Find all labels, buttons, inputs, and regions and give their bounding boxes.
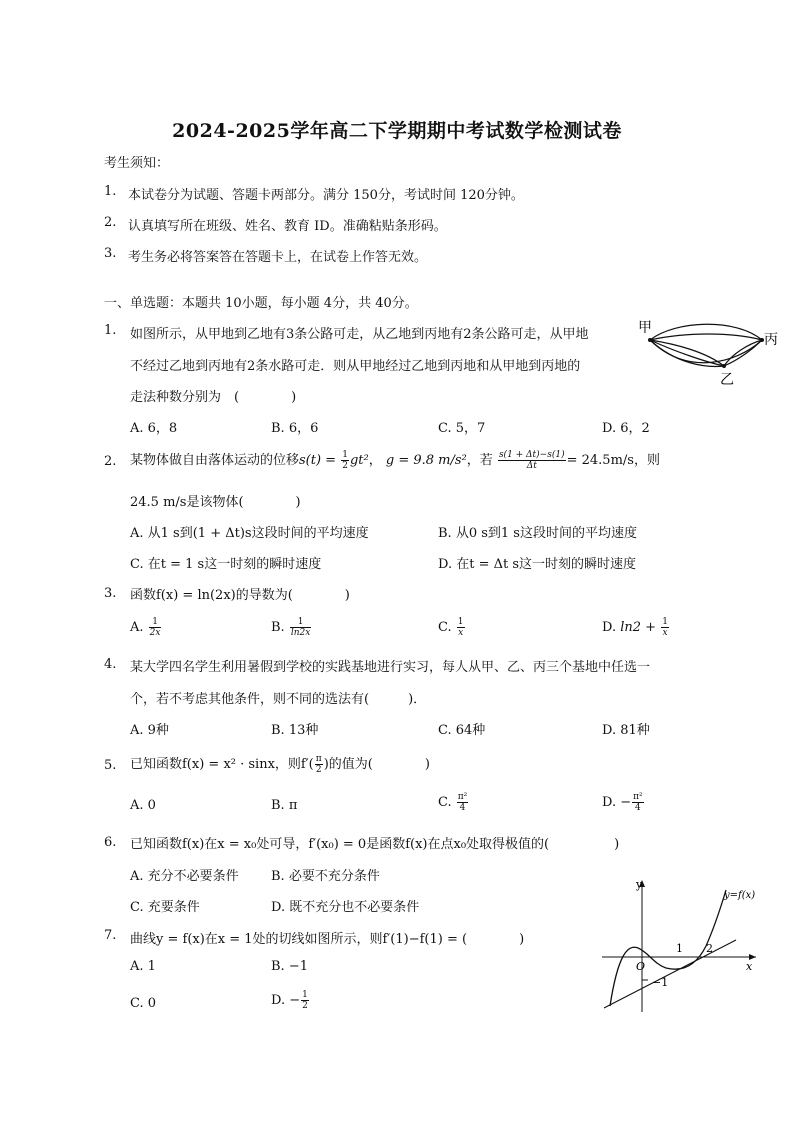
notice-item-text: 本试卷分为试题、答题卡两部分。满分 150分，考试时间 120分钟。 <box>128 188 524 203</box>
math-expr: g = 9.8 m/s² <box>385 453 467 468</box>
numerator: s(1 + Δt)−s(1) <box>498 450 565 460</box>
option-d: D. 在t = Δt s这一时刻的瞬时速度 <box>438 557 637 572</box>
option-d <box>602 792 645 813</box>
stem-text: 已知函数f(x) = x² · sinx，则f′( <box>130 757 314 772</box>
numerator: π² <box>457 792 468 802</box>
option-d <box>271 990 310 1011</box>
option-b <box>271 617 312 638</box>
denominator: x <box>458 628 464 638</box>
fraction <box>341 450 349 471</box>
tick-label: −1 <box>652 976 669 989</box>
question-number: 1. <box>104 323 117 338</box>
option-c: C. 64种 <box>438 723 486 738</box>
question-stem: 已知函数f(x)在x = x₀处可导，f′(x₀) = 0是函数f(x)在点x₀处取得极值的( ) <box>130 837 620 852</box>
question-stem: 如图所示，从甲地到乙地有3条公路可走，从乙地到丙地有2条公路可走，从甲地 <box>130 327 589 342</box>
option-c: C. 5，7 <box>438 421 486 436</box>
option-c <box>438 617 466 638</box>
question-number: 5. <box>104 758 117 773</box>
stem-text: ，若 <box>466 453 493 468</box>
denominator: Δt <box>526 461 537 471</box>
node-label: 乙 <box>720 372 734 388</box>
node-label: 甲 <box>638 320 652 336</box>
option-b: B. 从0 s到1 s这段时间的平均速度 <box>438 526 637 541</box>
section-heading: 一、单选题：本题共 10小题，每小题 4分，共 40分。 <box>104 296 418 311</box>
denominator: 2 <box>342 461 348 471</box>
x-axis-label: x <box>746 960 753 973</box>
denominator: 2x <box>149 628 161 638</box>
y-axis-label: y <box>636 878 643 891</box>
option-a: A. 9种 <box>130 723 169 738</box>
notice-item-text: 认真填写所在班级、姓名、教育 ID。准确粘贴条形码。 <box>128 219 447 234</box>
denominator: x <box>662 628 668 638</box>
numerator: 1 <box>342 450 348 460</box>
option-label: D. <box>602 795 617 810</box>
option-label: C. <box>438 620 452 635</box>
math-expr: = 24.5m/s <box>566 453 634 468</box>
origin-label: O <box>636 960 646 973</box>
option-d: D. 81种 <box>602 723 650 738</box>
node-label: 丙 <box>764 332 778 348</box>
question-stem: 走法种数分别为 ( ) <box>130 390 297 405</box>
option-d <box>602 617 670 638</box>
math-expr: − <box>620 795 632 810</box>
numerator: 1 <box>457 617 464 627</box>
numerator: 1 <box>149 617 162 628</box>
option-a: A. 充分不必要条件 <box>130 869 239 884</box>
route-diagram <box>636 316 786 388</box>
option-a <box>130 617 162 638</box>
math-expr: s(t) = <box>299 453 337 468</box>
denominator: 4 <box>459 803 466 813</box>
option-d: D. 6，2 <box>602 421 650 436</box>
numerator: π² <box>633 792 643 802</box>
option-a: A. 6，8 <box>130 421 178 436</box>
option-c <box>438 792 469 813</box>
option-label: D. − <box>271 993 301 1008</box>
option-b: B. π <box>271 798 298 813</box>
question-number: 7. <box>104 928 117 943</box>
notice-item-num: 2. <box>104 215 117 230</box>
option-c: C. 0 <box>130 996 157 1011</box>
math-expr: ln2 + <box>620 620 657 635</box>
numerator: π <box>315 754 322 764</box>
stem-text: )的值为( ) <box>323 757 430 772</box>
numerator: 1 <box>302 990 308 1000</box>
option-label: C. <box>438 795 452 810</box>
option-label: B. <box>271 620 285 635</box>
notice-heading: 考生须知： <box>104 156 170 171</box>
stem-text: 某物体做自由落体运动的位移 <box>130 453 300 468</box>
stem-text: ，则 <box>633 453 660 468</box>
question-stem <box>130 752 430 778</box>
notice-item-num: 1. <box>104 184 117 199</box>
option-b: B. 13种 <box>271 723 319 738</box>
option-a: A. 1 <box>130 959 156 974</box>
option-c: C. 在t = 1 s这一时刻的瞬时速度 <box>130 557 322 572</box>
math-expr: gt² <box>349 453 369 468</box>
question-number: 4. <box>104 657 117 672</box>
question-stem: 24.5 m/s是该物体( ) <box>130 495 301 510</box>
option-d: D. 既不充分也不必要条件 <box>271 900 420 915</box>
numerator: 1 <box>290 617 311 628</box>
option-label: A. <box>130 620 144 635</box>
option-a: A. 从1 s到(1 + Δt)s这段时间的平均速度 <box>130 526 369 541</box>
denominator: ln2x <box>290 628 311 638</box>
stem-text: ， <box>368 453 382 468</box>
tick-label: 1 <box>676 942 683 955</box>
question-stem: 不经过乙地到丙地有2条水路可走．则从甲地经过乙地到丙地和从甲地到丙地的 <box>130 359 581 374</box>
question-number: 3. <box>104 586 117 601</box>
option-b: B. −1 <box>271 959 308 974</box>
question-stem: 曲线y = f(x)在x = 1处的切线如图所示，则f′(1)−f(1) = ( ) <box>130 932 525 947</box>
option-a: A. 0 <box>130 798 156 813</box>
question-number: 6. <box>104 835 117 850</box>
denominator: 2 <box>302 1001 308 1011</box>
notice-item-text: 考生务必将答案答在答题卡上，在试卷上作答无效。 <box>128 250 428 265</box>
option-c: C. 充要条件 <box>130 900 200 915</box>
tick-label: 2 <box>706 942 713 955</box>
option-b: B. 必要不充分条件 <box>271 869 380 884</box>
question-stem: 函数f(x) = ln(2x)的导数为( ) <box>130 588 350 603</box>
option-label: D. <box>602 620 617 635</box>
question-number: 2. <box>104 454 117 469</box>
notice-item-num: 3. <box>104 246 117 261</box>
denominator: 2 <box>315 765 322 775</box>
question-stem <box>130 446 660 476</box>
page-title: 2024-2025学年高二下学期期中考试数学检测试卷 <box>172 120 622 142</box>
question-stem: 个，若不考虑其他条件，则不同的选法有( )． <box>130 692 427 707</box>
option-b: B. 6，6 <box>271 421 319 436</box>
denominator: 4 <box>635 803 641 813</box>
tangent-graph <box>596 874 766 1014</box>
curve-label: y=f(x) <box>724 890 756 901</box>
fraction <box>498 450 566 471</box>
question-stem: 某大学四名学生利用暑假到学校的实践基地进行实习，每人从甲、乙、丙三个基地中任选一 <box>130 660 651 675</box>
numerator: 1 <box>662 617 668 627</box>
